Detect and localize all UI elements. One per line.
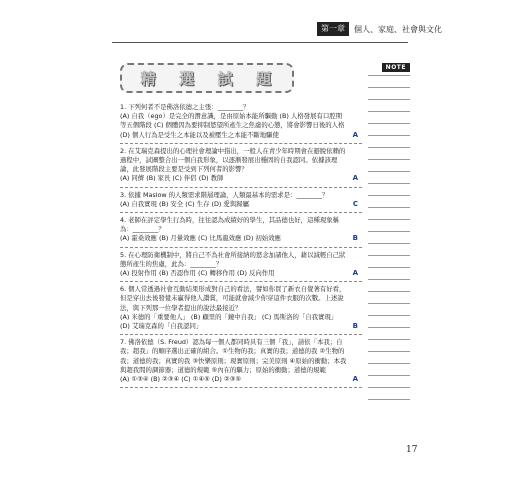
question-options: (A) 自我實現 (B) 安全 (C) 生存 (D) 愛與歸屬	[120, 199, 249, 208]
title-char: 選	[179, 69, 197, 88]
question-text: 3. 依據 Maslow 的人類需求階層理論，人類最基本的需求是：________？	[120, 190, 329, 199]
question-item	[120, 282, 362, 335]
question-text: 1. 下列何者不是佛洛依德之主張：________？	[120, 103, 250, 111]
answer-key: A	[352, 174, 358, 183]
chapter-label: 第一章	[317, 22, 349, 36]
question-item	[120, 213, 362, 248]
question-text: 6. 個人常透過社會互動結果形成對自己的看法，譬如你買了新衣自覺著有好看，但是穿出去後發覺未贏得他人讚賞，可能就會減少你穿這件衣服的次數。上述說法，與下列那一位學者提出的說法最接近？	[120, 285, 346, 312]
title-char: 題	[256, 69, 274, 88]
question-text: 5. 在心理防衛機制中，將自己不為社會所接納的慾念加諸他人，藉以減輕自己狀態所產生的焦慮，此為：________？	[120, 250, 346, 268]
note-sidebar	[368, 64, 410, 404]
answer-key: A	[352, 130, 358, 139]
question-options: (A) 米德的「重要他人」 (B) 顧里的「鏡中自我」 (C) 馬斯洛的「自我實現」 (D) 艾瑞克森的「自我認同」	[120, 312, 338, 331]
title-char: 試	[217, 69, 235, 88]
header-rule	[112, 42, 408, 43]
chapter-title: 個人、家庭、社會與文化	[354, 24, 442, 34]
question-list	[120, 100, 362, 388]
question-text: 4. 老師在評定學生行為時，往往認為成績好的學生，其品德也好，這種現象稱為：________？	[120, 216, 340, 234]
question-item	[120, 144, 362, 188]
question-text: 2. 在艾瑞克森提出的心理社會理論中指出，一般人在青少年時期會在避脫依賴的過程中，試圖整合出一個自我形象，以逐漸發展出穩固的自我認同。依據該理論，此發展階段主要是受到下列何者的影響？	[120, 146, 346, 174]
question-text: 7. 佛洛依德（S. Freud）認為每一個人都同時具有三個「我」，請依「本我；自我；超我」的順序選出正確的組合。①生物的我；真實的我；道德的我 ②生物的我；道德的我；真實的我 ③快樂原則；現實原則；完美原則 ④原始的衝動；本我與超我間的調節器；道德的規範 ⑤內在的驅力；原始的衝動；道德的規範	[120, 338, 347, 374]
question-options: (A) 投射作用 (B) 否認作用 (C) 轉移作用 (D) 反向作用	[120, 269, 275, 278]
question-options: (A) ①③④ (B) ②③④ (C) ①④⑤ (D) ②③⑤	[120, 375, 242, 384]
title-banner	[120, 63, 294, 93]
answer-key: C	[352, 199, 358, 208]
question-options: (A) 自我（ego）是完全的潛意識，是由原始本能所驅動 (B) 人格發展有口腔期等五個階段 (C) 個體因為要抑制慾望所產生之焦慮的心態，將會影響日後的人格 (D) 個人行為是受生之本能以及被壓生之本能不斷地驅使	[120, 112, 345, 139]
title-char: 精	[140, 69, 158, 88]
chapter-header	[317, 22, 442, 36]
answer-key: A	[352, 375, 358, 384]
question-item	[120, 100, 362, 144]
question-options: (A) 霍桑效應 (B) 月暈效應 (C) 比馬龍效應 (D) 初始效應	[120, 234, 281, 243]
answer-key: B	[352, 234, 358, 243]
page-number: 17	[406, 445, 418, 455]
question-item	[120, 248, 362, 283]
answer-key: B	[352, 322, 358, 331]
note-label: NOTE	[382, 63, 410, 72]
answer-key: A	[352, 269, 358, 278]
question-item	[120, 335, 362, 388]
question-options: (A) 同儕 (B) 家長 (C) 伴侶 (D) 教師	[120, 174, 224, 183]
question-item	[120, 188, 362, 213]
